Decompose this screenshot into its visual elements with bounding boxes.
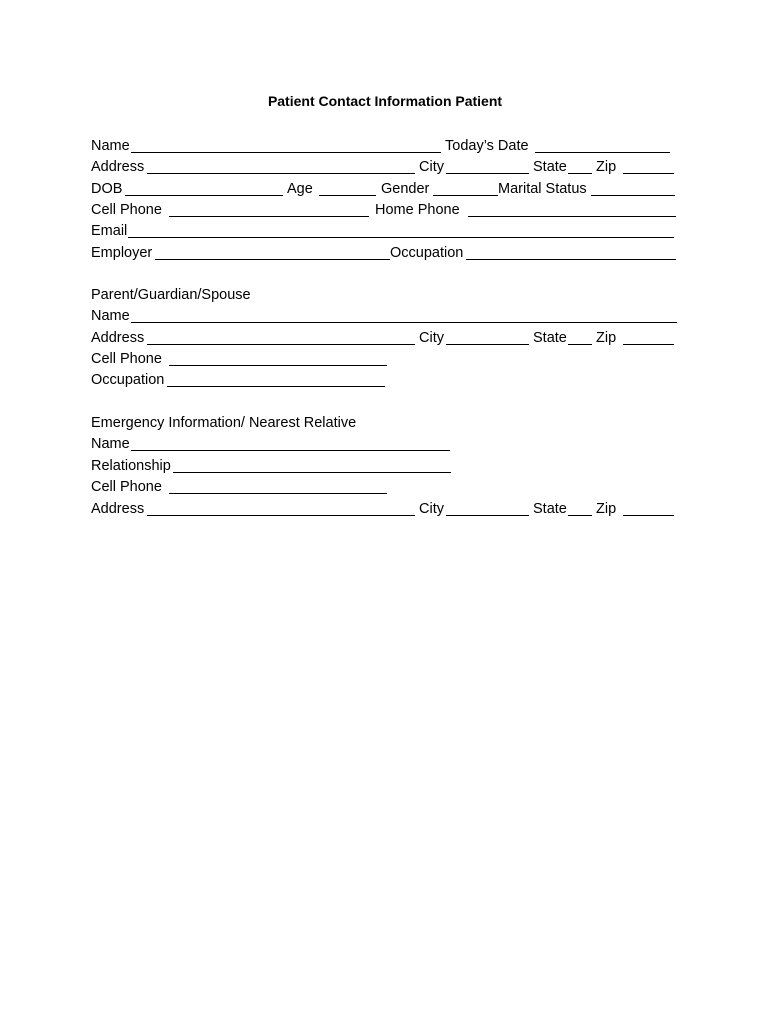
guardian-city-field[interactable]: [446, 344, 529, 345]
emergency-name-row: [91, 435, 677, 453]
emergency-address-field[interactable]: [147, 515, 415, 516]
guardian-city-label: City: [419, 330, 444, 346]
guardian-occupation-row: [91, 371, 677, 389]
patient-name-field[interactable]: [131, 152, 441, 153]
gender-field[interactable]: [433, 195, 498, 196]
patient-address-field[interactable]: [147, 173, 415, 174]
patient-zip-field[interactable]: [623, 173, 674, 174]
emergency-cell-phone-label: Cell Phone: [91, 479, 162, 495]
emergency-city-field[interactable]: [446, 515, 529, 516]
guardian-address-label: Address: [91, 330, 145, 346]
guardian-state-label: State: [533, 330, 567, 346]
patient-city-label: City: [419, 159, 444, 175]
todays-date-field[interactable]: [535, 152, 670, 153]
guardian-zip-label: Zip: [596, 330, 617, 346]
age-label: Age: [287, 181, 313, 197]
age-field[interactable]: [319, 195, 376, 196]
patient-email-row: [91, 222, 677, 240]
patient-address-label: Address: [91, 159, 145, 175]
patient-name-label: Name: [91, 138, 130, 154]
guardian-occupation-field[interactable]: [167, 386, 385, 387]
email-field[interactable]: [128, 237, 674, 238]
guardian-name-field[interactable]: [131, 322, 677, 323]
patient-employer-row: [91, 244, 677, 262]
guardian-zip-field[interactable]: [623, 344, 674, 345]
home-phone-label: Home Phone: [375, 202, 460, 218]
guardian-state-field[interactable]: [568, 344, 592, 345]
todays-date-label: Today’s Date: [445, 138, 529, 154]
guardian-cell-phone-field[interactable]: [169, 365, 387, 366]
patient-city-field[interactable]: [446, 173, 529, 174]
emergency-address-row: [91, 500, 677, 518]
marital-status-field[interactable]: [591, 195, 675, 196]
emergency-relationship-row: [91, 457, 677, 475]
marital-status-label: Marital Status: [498, 181, 587, 197]
patient-occupation-field[interactable]: [466, 259, 676, 260]
patient-cell-phone-label: Cell Phone: [91, 202, 162, 218]
dob-label: DOB: [91, 181, 123, 197]
guardian-name-row: [91, 307, 677, 325]
guardian-address-field[interactable]: [147, 344, 415, 345]
patient-state-label: State: [533, 159, 567, 175]
emergency-phone-row: [91, 478, 677, 496]
emergency-cell-phone-field[interactable]: [169, 493, 387, 494]
emergency-name-label: Name: [91, 436, 130, 452]
guardian-address-row: [91, 329, 677, 347]
guardian-name-label: Name: [91, 308, 130, 324]
emergency-section-heading: Emergency Information/ Nearest Relative: [91, 415, 357, 431]
relationship-label: Relationship: [91, 458, 171, 474]
emergency-state-label: State: [533, 501, 567, 517]
guardian-section-heading: Parent/Guardian/Spouse: [91, 287, 251, 303]
patient-dob-row: [91, 180, 677, 198]
employer-field[interactable]: [155, 259, 390, 260]
form-title: Patient Contact Information Patient: [267, 93, 503, 109]
patient-name-row: [91, 137, 677, 155]
emergency-city-label: City: [419, 501, 444, 517]
patient-zip-label: Zip: [596, 159, 617, 175]
emergency-name-field[interactable]: [131, 450, 450, 451]
patient-occupation-label: Occupation: [390, 245, 464, 261]
emergency-zip-field[interactable]: [623, 515, 674, 516]
patient-cell-phone-field[interactable]: [169, 216, 369, 217]
guardian-occupation-label: Occupation: [91, 372, 165, 388]
emergency-zip-label: Zip: [596, 501, 617, 517]
emergency-state-field[interactable]: [568, 515, 592, 516]
relationship-field[interactable]: [173, 472, 451, 473]
guardian-phone-row: [91, 350, 677, 368]
employer-label: Employer: [91, 245, 153, 261]
dob-field[interactable]: [125, 195, 283, 196]
patient-state-field[interactable]: [568, 173, 592, 174]
patient-address-row: [91, 158, 677, 176]
patient-phone-row: [91, 201, 677, 219]
guardian-cell-phone-label: Cell Phone: [91, 351, 162, 367]
emergency-address-label: Address: [91, 501, 145, 517]
email-label: Email: [91, 223, 128, 239]
home-phone-field[interactable]: [468, 216, 676, 217]
gender-label: Gender: [381, 181, 430, 197]
